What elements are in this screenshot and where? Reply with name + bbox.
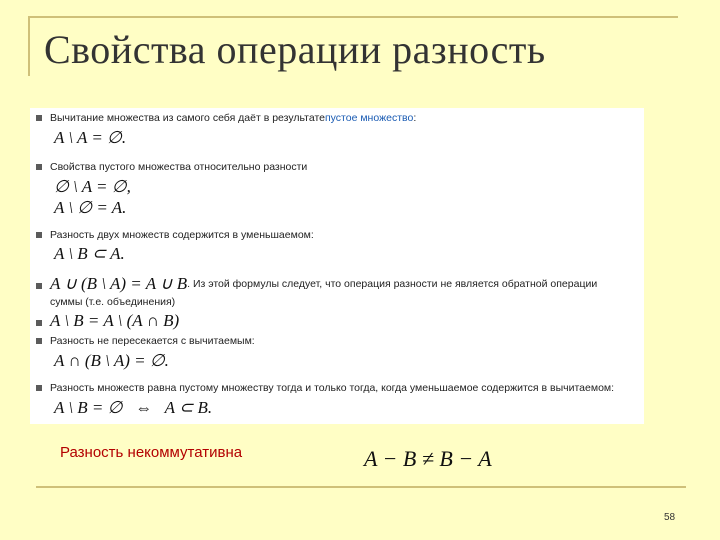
inline-formula: A ∪ (B \ A) = A ∪ B	[50, 274, 188, 293]
bullet-marker	[36, 115, 42, 121]
properties-panel	[30, 108, 644, 424]
slide-title: Свойства операции разность	[44, 27, 546, 72]
page-number: 58	[664, 512, 676, 523]
noncommutative-label: Разность некоммутативна	[60, 444, 243, 461]
decorative-vertical-line	[28, 16, 30, 76]
bullet-text: Вычитание множества из самого себя даёт в результате	[50, 112, 325, 124]
bullet-text: Свойства пустого множества относительно разности	[50, 161, 308, 173]
formula-row: A \ B ⊂ A.	[54, 244, 125, 263]
bullet-row	[36, 335, 255, 347]
bullet-marker	[36, 320, 42, 326]
bullet-text: Разность не пересекается с вычитаемым:	[50, 335, 255, 347]
bullet-marker	[36, 385, 42, 391]
bullet-marker	[36, 283, 42, 289]
highlight-link[interactable]: пустое множество	[324, 112, 414, 124]
bullet-text: . Из этой формулы следует, что операция разности не является обратной операции	[187, 278, 598, 290]
formula-row: A \ A = ∅.	[54, 128, 127, 147]
formula-row: A ∩ (B \ A) = ∅.	[54, 351, 169, 370]
bullet-text: Разность множеств равна пустому множеству тогда и только тогда, когда уменьшаемое содержится в вычитаемом:	[50, 382, 615, 394]
bullet-row	[36, 161, 307, 173]
bullet-row	[36, 274, 597, 294]
bullet-marker	[36, 164, 42, 170]
bullet-text: Разность двух множеств содержится в уменьшаемом:	[50, 229, 314, 241]
bullet-marker	[36, 232, 42, 238]
continuation-text: суммы (т.е. объединения)	[50, 296, 176, 308]
noncommutative-formula: A − B ≠ B − A	[364, 446, 492, 471]
formula-row: A \ ∅ = A.	[54, 198, 127, 217]
decorative-top-line	[28, 16, 678, 18]
bullet-row	[36, 311, 179, 331]
formula-row: A \ B = ∅ ⇔ A ⊂ B.	[54, 398, 213, 417]
bullet-row	[36, 382, 614, 394]
formula-row: ∅ \ A = ∅,	[54, 177, 131, 196]
bullet-row	[36, 112, 416, 124]
bullet-row	[36, 229, 314, 241]
bullet-marker	[36, 338, 42, 344]
inline-formula: A \ B = A \ (A ∩ B)	[50, 311, 180, 330]
bullet-suffix: :	[413, 112, 417, 124]
footer-divider	[36, 486, 686, 488]
